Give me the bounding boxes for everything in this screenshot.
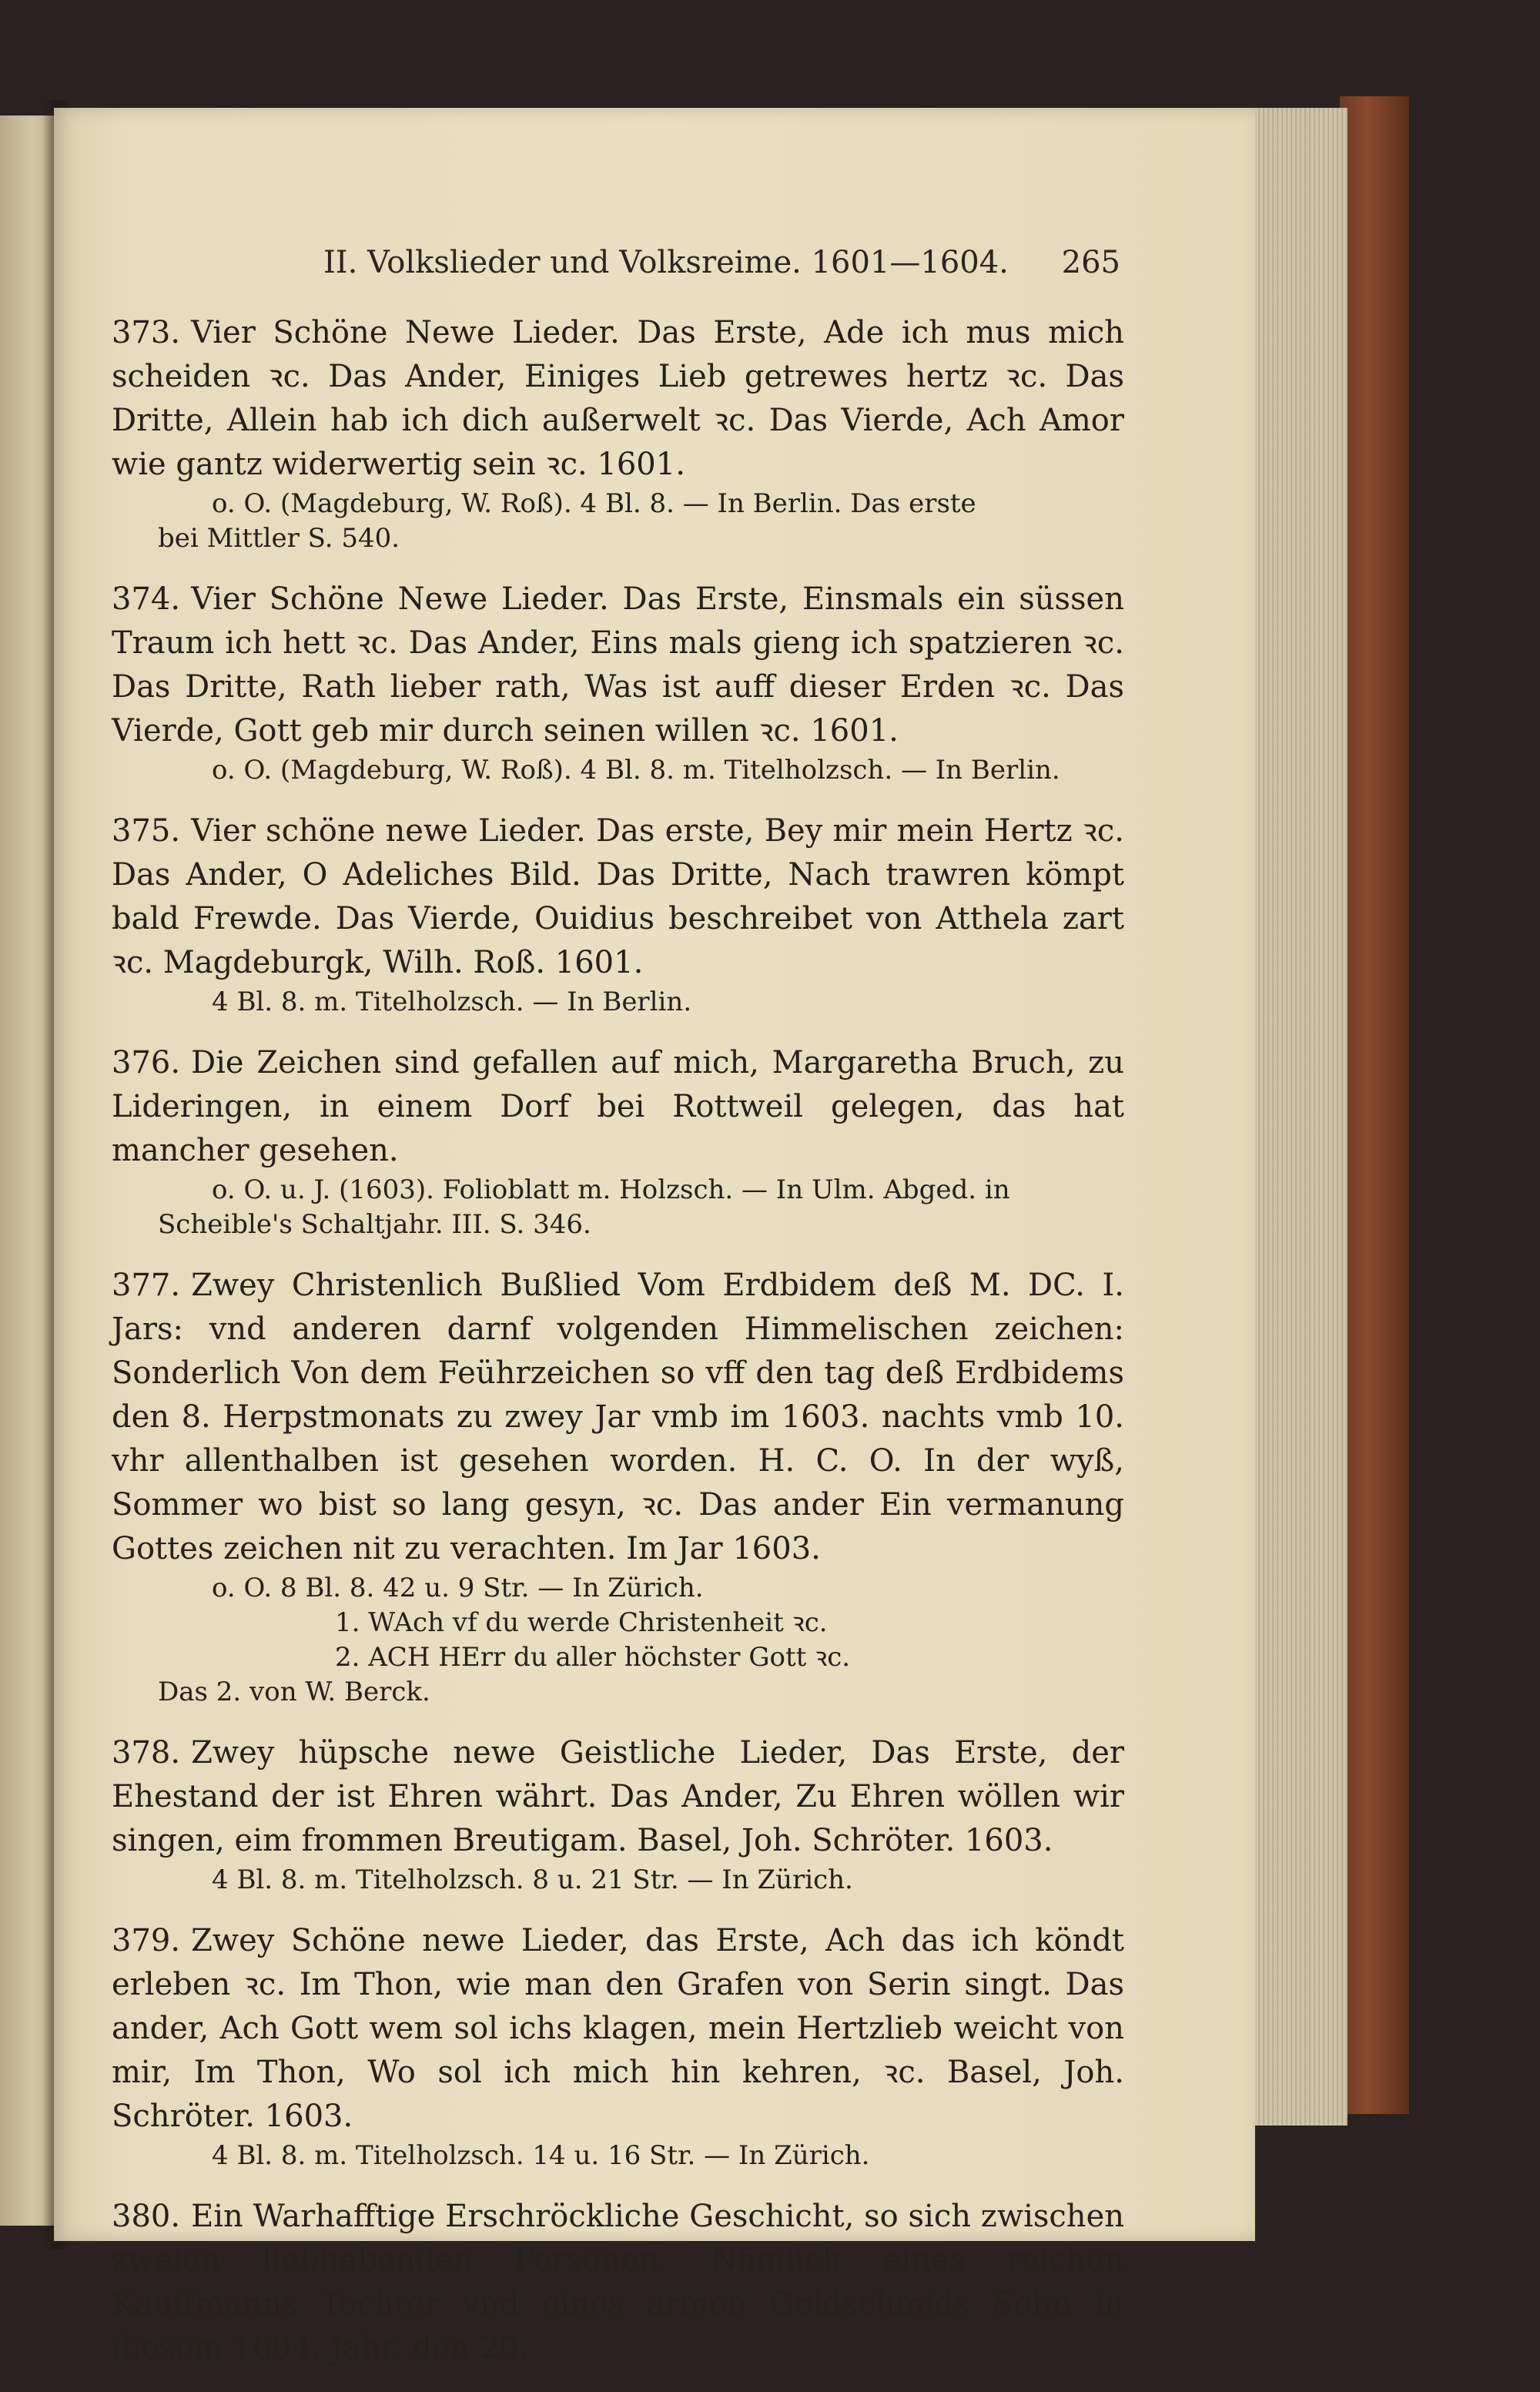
entry-376	[112, 1041, 1124, 1242]
entry-number: 376.	[112, 1045, 181, 1080]
entry-note: Das 2. von W. Berck.	[158, 1677, 430, 1707]
entry-text: Die Zeichen sind gefallen auf mich, Margaretha Bruch, zu Lideringen, in einem Dorf bei Rottweil gelegen, das hat mancher gesehen.	[112, 1045, 1124, 1168]
entry-text: Zwey Schöne newe Lieder, das Erste, Ach das ich köndt erleben ꝛc. Im Thon, wie man den Grafen von Serin singt. Das ander, Ach Gott wem sol ichs klagen, mein Hertzlieb weicht von mir, Im Thon, Wo sol ich mich hin kehren, ꝛc. Basel, Joh. Schröter. 1603.	[112, 1923, 1124, 2134]
page-text	[112, 311, 1124, 2392]
running-header	[262, 245, 1120, 283]
entry-note: o. O. u. J. (1603). Folioblatt m. Holzsch. — In Ulm. Abged. in	[212, 1174, 1010, 1205]
entry-text: Vier schöne newe Lieder. Das erste, Bey mir mein Hertz ꝛc. Das Ander, O Adeliches Bild. Das Dritte, Nach trawren kömpt bald Frewde. Das Vierde, Ouidius beschreibet von Atthela zart ꝛc. Magdeburgk, Wilh. Roß. 1601.	[112, 813, 1124, 980]
entry-380	[112, 2195, 1124, 2370]
entry-text: Zwey hüpsche newe Geistliche Lieder, Das Erste, der Ehestand der ist Ehren währt. Das Ander, Zu Ehren wöllen wir singen, eim frommen Breutigam. Basel, Joh. Schröter. 1603.	[112, 1735, 1124, 1858]
entry-378	[112, 1731, 1124, 1898]
entry-note: 4 Bl. 8. m. Titelholzsch. 8 u. 21 Str. — In Zürich.	[212, 1864, 853, 1895]
entry-374	[112, 578, 1124, 788]
entry-number: 374.	[112, 581, 181, 617]
entry-number: 373.	[112, 315, 181, 350]
entry-note: 4 Bl. 8. m. Titelholzsch. — In Berlin.	[212, 987, 692, 1017]
page-number: 265	[1061, 245, 1120, 280]
entry-note: 2. ACH HErr du aller höchster Gott ꝛc.	[335, 1642, 851, 1673]
entry-note: 4 Bl. 8. m. Titelholzsch. 14 u. 16 Str. — In Zürich.	[212, 2140, 870, 2171]
entry-number: 375.	[112, 813, 181, 849]
entry-note: 1. WAch vf du werde Christenheit ꝛc.	[335, 1607, 828, 1638]
entry-number: 378.	[112, 1735, 181, 1771]
entry-number: 379.	[112, 1923, 181, 1958]
entry-text: Vier Schöne Newe Lieder. Das Erste, Einsmals ein süssen Traum ich hett ꝛc. Das Ander, Eins mals gieng ich spatzieren ꝛc. Das Dritte, Rath lieber rath, Was ist auff dieser Erden ꝛc. Das Vierde, Gott geb mir durch seinen willen ꝛc. 1601.	[112, 581, 1124, 749]
entry-number: 380.	[112, 2199, 181, 2234]
entry-379	[112, 1919, 1124, 2173]
entry-number: 377.	[112, 1268, 181, 1303]
entry-text: Zwey Christenlich Bußlied Vom Erdbidem deß M. DC. I. Jars: vnd anderen darnf volgenden Himmelischen zeichen: Sonderlich Von dem Feührzeichen so vff den tag deß Erdbidems den 8. Herpstmonats zu zwey Jar vmb im 1603. nachts vmb 10. vhr allenthalben ist gesehen worden. H. C. O. In der wyß, Sommer wo bist so lang gesyn, ꝛc. Das ander Ein vermanung Gottes zeichen nit zu verachten. Im Jar 1603.	[112, 1268, 1124, 1566]
entry-note: bei Mittler S. 540.	[158, 523, 400, 554]
entry-note: o. O. 8 Bl. 8. 42 u. 9 Str. — In Zürich.	[212, 1573, 704, 1603]
running-title: II. Volkslieder und Volksreime. 1601—1604.	[323, 245, 1009, 280]
entry-377	[112, 1264, 1124, 1710]
book-cover-edge	[1340, 96, 1409, 2114]
page-edges	[1251, 108, 1348, 2126]
entry-text: Vier Schöne Newe Lieder. Das Erste, Ade ich mus mich scheiden ꝛc. Das Ander, Einiges Lieb getrewes hertz ꝛc. Das Dritte, Allein hab ich dich außerwelt ꝛc. Das Vierde, Ach Amor wie gantz widerwertig sein ꝛc. 1601.	[112, 315, 1124, 482]
entry-note: o. O. (Magdeburg, W. Roß). 4 Bl. 8. — In Berlin. Das erste	[212, 488, 976, 519]
entry-375	[112, 809, 1124, 1020]
entry-373	[112, 311, 1124, 556]
entry-text: Ein Warhafftige Erschröckliche Geschicht, so sich zwischen zweien liebhabenden Personen: Nämlich eines reichen Kauffmanns Tochter vnd eines armen Goldschmids Sohn in diesem 1604. Jahr, den 20.	[112, 2199, 1124, 2366]
entry-note: o. O. (Magdeburg, W. Roß). 4 Bl. 8. m. Titelholzsch. — In Berlin.	[212, 755, 1060, 786]
entry-note: Scheible's Schaltjahr. III. S. 346.	[158, 1209, 591, 1240]
